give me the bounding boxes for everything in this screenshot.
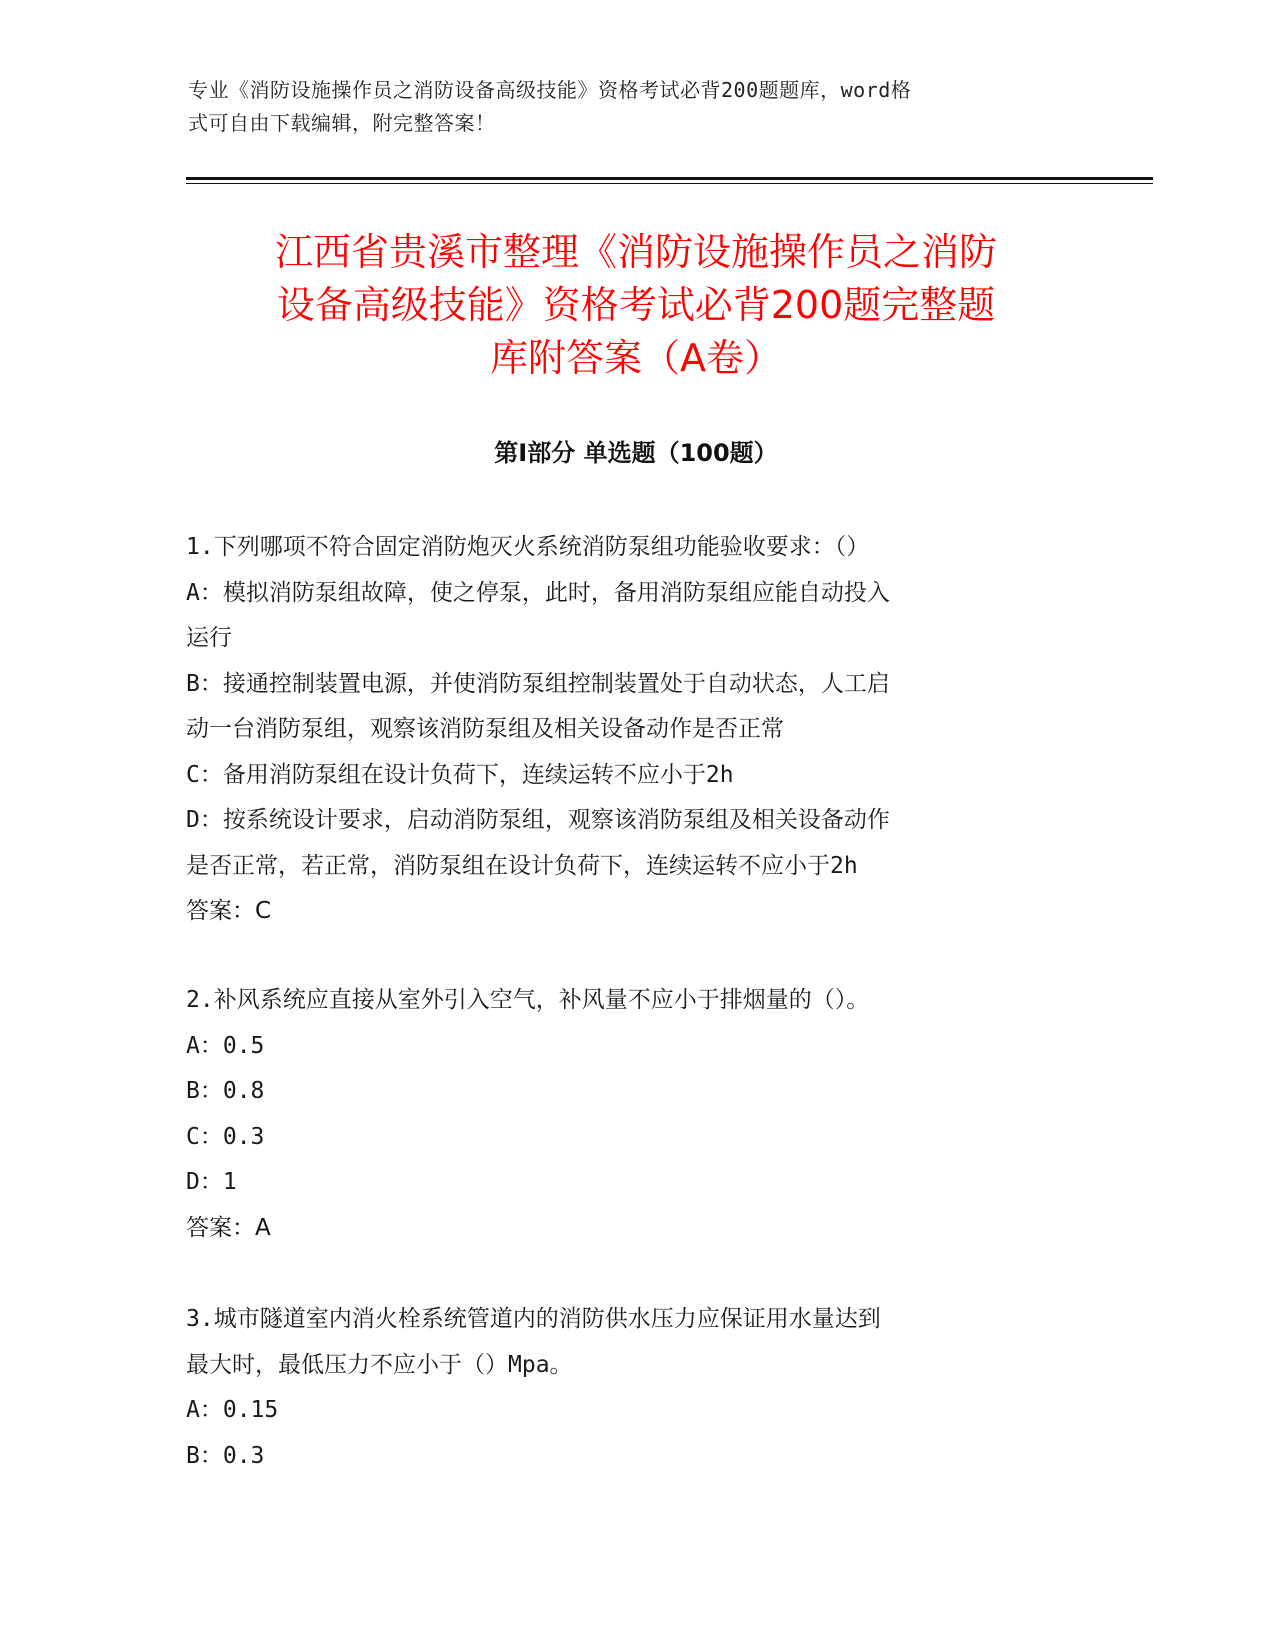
header-divider-thin [186, 183, 1153, 184]
option-line: D：1 [186, 1169, 237, 1195]
option-line: D：按系统设计要求，启动消防泵组，观察该消防泵组及相关设备动作 [186, 807, 890, 833]
option-line: C：备用消防泵组在设计负荷下，连续运转不应小于2h [186, 761, 734, 788]
option-line: B：0.3 [186, 1442, 265, 1469]
question-item [186, 978, 1066, 1251]
question-stem: 1.下列哪项不符合固定消防炮灭火系统消防泵组功能验收要求：（） [186, 534, 870, 560]
option-line: B：接通控制装置电源，并使消防泵组控制装置处于自动状态，人工启 [186, 670, 890, 697]
title-line: 设备高级技能》资格考试必背200题完整题 [276, 283, 996, 327]
option-line: A：模拟消防泵组故障，使之停泵，此时，备用消防泵组应能自动投入 [186, 579, 890, 606]
question-stem: 3.城市隧道室内消火栓系统管道内的消防供水压力应保证用水量达到 [186, 1306, 881, 1332]
header-note-line: 专业《消防设施操作员之消防设备高级技能》资格考试必背200题题库，word格 [188, 78, 912, 102]
header-divider-thick [186, 177, 1153, 180]
question-item [186, 1297, 1066, 1479]
header-note [188, 74, 1068, 140]
header-note-line: 式可自由下载编辑，附完整答案！ [188, 111, 496, 135]
answer-text: 答案：A [186, 1214, 271, 1241]
question-item [186, 525, 1066, 935]
question-stem: 最大时，最低压力不应小于（）Mpa。 [186, 1351, 573, 1378]
title-line: 江西省贵溪市整理《消防设施操作员之消防 [274, 230, 997, 274]
document-title [186, 226, 1086, 385]
option-line: A：0.15 [186, 1397, 279, 1423]
option-line: B：0.8 [186, 1078, 265, 1104]
option-line: 运行 [186, 625, 232, 651]
option-line: C：0.3 [186, 1123, 265, 1150]
option-line: A：0.5 [186, 1032, 265, 1059]
option-line: 是否正常，若正常，消防泵组在设计负荷下，连续运转不应小于2h [186, 852, 858, 879]
title-line: 库附答案（A卷） [490, 336, 782, 380]
section-heading: 第Ⅰ部分 单选题（100题） [494, 439, 778, 467]
option-line: 动一台消防泵组，观察该消防泵组及相关设备动作是否正常 [186, 716, 784, 742]
answer-text: 答案：C [186, 898, 272, 924]
question-stem: 2.补风系统应直接从室外引入空气，补风量不应小于排烟量的（）。 [186, 987, 870, 1013]
